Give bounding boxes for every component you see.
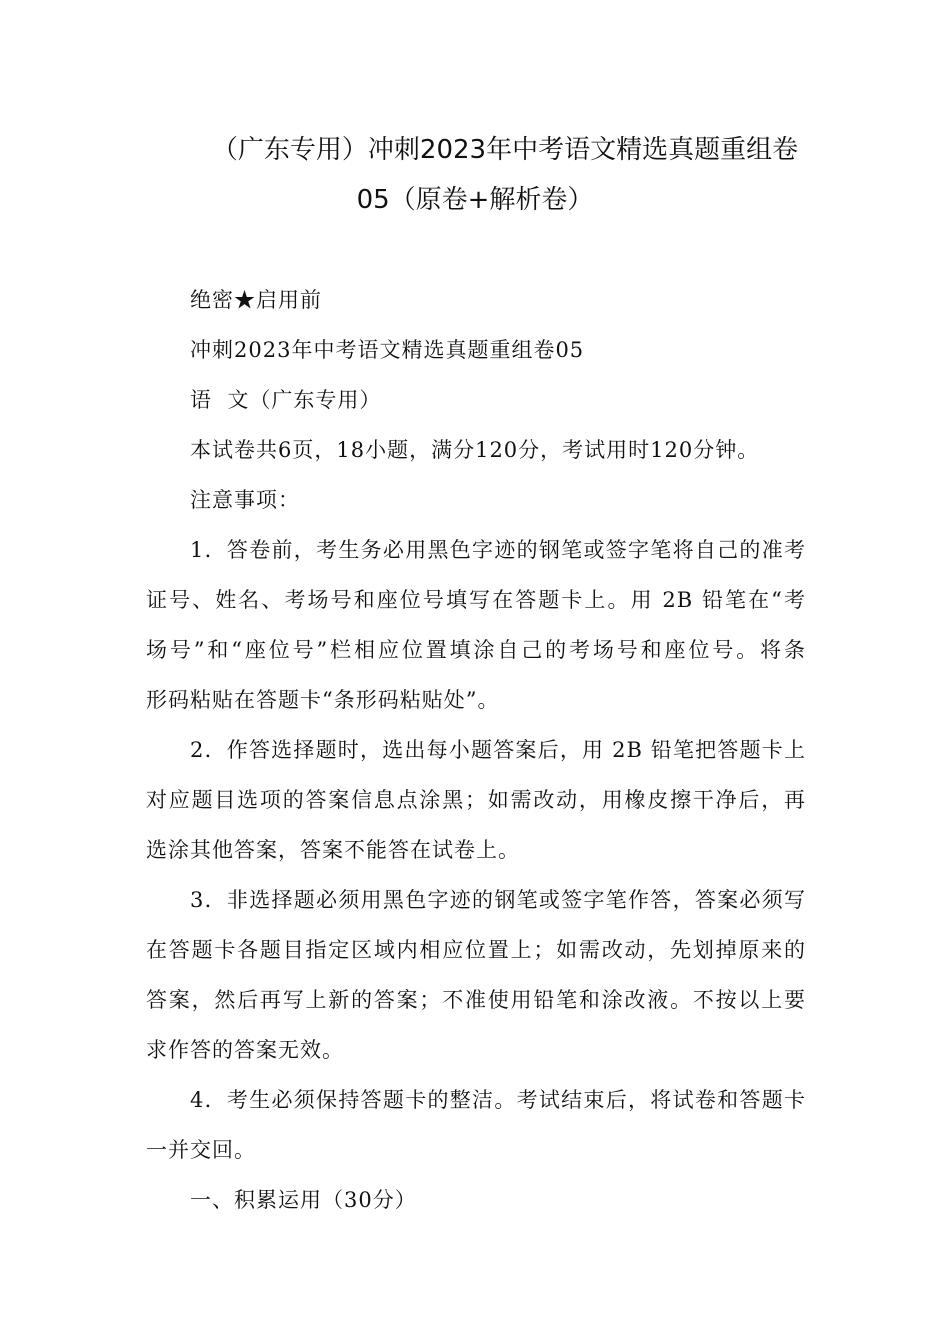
exam-name: 冲刺2023年中考语文精选真题重组卷05 bbox=[190, 338, 585, 362]
secret-label: 绝密★启用前 bbox=[190, 288, 322, 312]
notice-line: 4．考生必须保持答题卡的整洁。考试结束后，将试卷和答题卡 bbox=[190, 1088, 806, 1112]
title-line-1: （广东专用）冲刺2023年中考语文精选真题重组卷 bbox=[211, 135, 799, 165]
title-line-2: 05（原卷+解析卷） bbox=[356, 185, 594, 215]
subject-label: 语 文（广东专用） bbox=[190, 388, 382, 412]
notice-line: 对应题目选项的答案信息点涂黑；如需改动，用橡皮擦干净后，再 bbox=[146, 788, 806, 812]
notice-line: 一并交回。 bbox=[146, 1138, 256, 1162]
notice-line: 场号”和“座位号”栏相应位置填涂自己的考场号和座位号。将条 bbox=[146, 638, 806, 662]
notice-line: 求作答的答案无效。 bbox=[146, 1038, 344, 1062]
notice-line: 2．作答选择题时，选出每小题答案后，用 2B 铅笔把答题卡上 bbox=[190, 738, 806, 762]
notice-line: 选涂其他答案，答案不能答在试卷上。 bbox=[146, 838, 520, 862]
section-heading: 一、积累运用（30分） bbox=[190, 1188, 417, 1212]
notice-line: 答案，然后再写上新的答案；不准使用铅笔和涂改液。不按以上要 bbox=[146, 988, 806, 1012]
exam-info: 本试卷共6页，18小题，满分120分，考试用时120分钟。 bbox=[190, 438, 760, 462]
notice-line: 3．非选择题必须用黑色字迹的钢笔或签字笔作答，答案必须写 bbox=[190, 888, 806, 912]
notice-line: 1．答卷前，考生务必用黑色字迹的钢笔或签字笔将自己的准考 bbox=[190, 538, 806, 562]
notice-line: 形码粘贴在答题卡“条形码粘贴处”。 bbox=[146, 688, 500, 712]
notice-line: 证号、姓名、考场号和座位号填写在答题卡上。用 2B 铅笔在“考 bbox=[146, 588, 806, 612]
notice-line: 在答题卡各题目指定区域内相应位置上；如需改动，先划掉原来的 bbox=[146, 938, 806, 962]
notice-title: 注意事项： bbox=[190, 488, 300, 512]
